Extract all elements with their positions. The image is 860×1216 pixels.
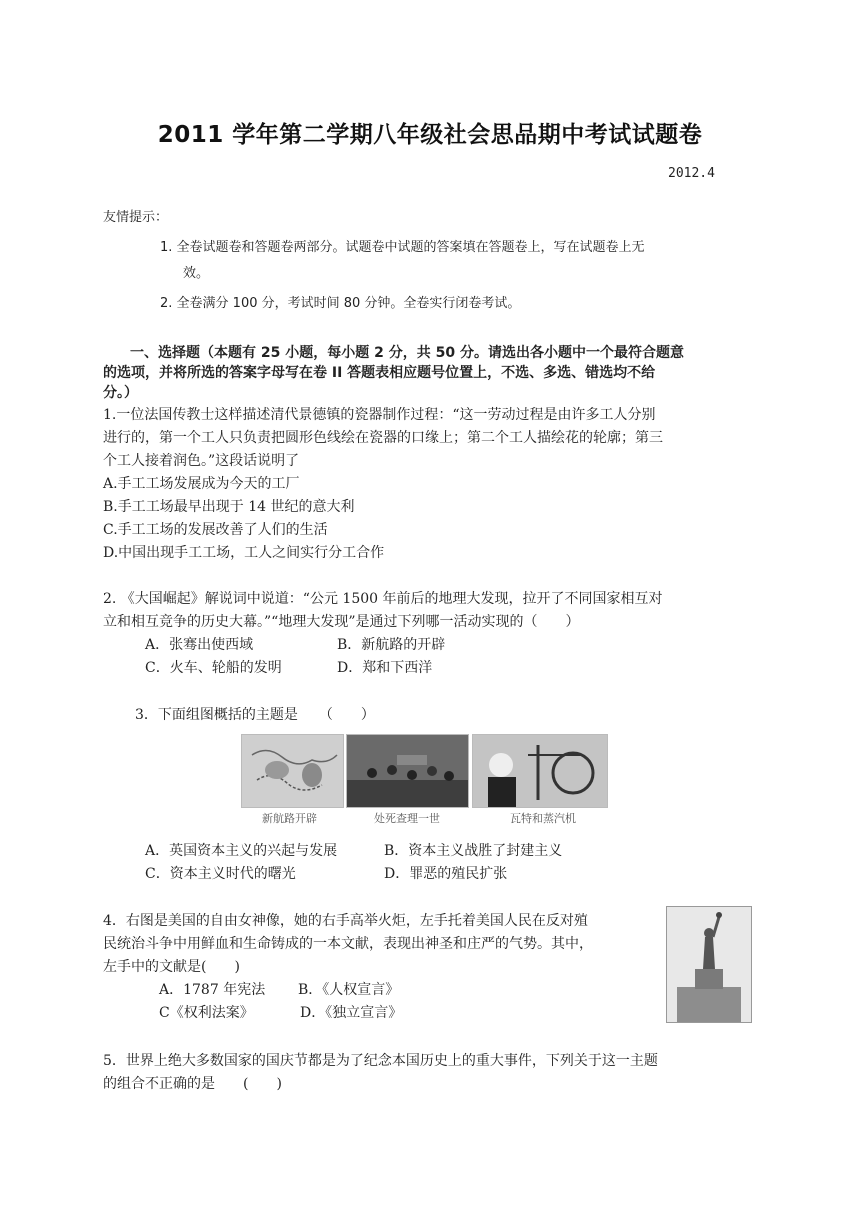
section-1-line-3: 分。） xyxy=(103,385,138,401)
execution-charles-image xyxy=(346,734,469,808)
q4-option-c: C《权利法案》 xyxy=(159,1005,254,1021)
q2-option-c: C．火车、轮船的发明 xyxy=(145,660,282,676)
q2-option-a: A．张骞出使西域 xyxy=(145,637,254,653)
caption-new-route: 新航路开辟 xyxy=(262,812,317,825)
section-1-line-1: 一、选择题（本题有 25 小题，每小题 2 分，共 50 分。请选出各小题中一个最符合题意 xyxy=(130,345,684,361)
q2-stem-line-1: 2. 《大国崛起》解说词中说道：“公元 1500 年前后的地理大发现，拉开了不同国家相互对 xyxy=(103,591,663,607)
q1-option-b: B.手工工场最早出现于 14 世纪的意大利 xyxy=(103,499,355,515)
q3-option-c: C．资本主义时代的曙光 xyxy=(145,866,296,882)
section-1-line-2: 的选项，并将所选的答案字母写在卷 II 答题表相应题号位置上，不选、多选、错选均不给 xyxy=(103,365,656,381)
tip-1-line-1: 1. 全卷试题卷和答题卷两部分。试题卷中试题的答案填在答题卷上，写在试题卷上无 xyxy=(160,240,645,255)
caption-watt: 瓦特和蒸汽机 xyxy=(510,812,576,825)
caption-charles: 处死查理一世 xyxy=(374,812,440,825)
q3-option-b: B．资本主义战胜了封建主义 xyxy=(384,843,563,859)
q3-stem: 3．下面组图概括的主题是 （ ） xyxy=(135,707,375,723)
exam-title: 2011 学年第二学期八年级社会思品期中考试试题卷 xyxy=(157,122,703,148)
watt-steam-engine-image xyxy=(472,734,608,808)
q4-stem-line-3: 左手中的文献是( ) xyxy=(103,959,240,975)
exam-date: 2012.4 xyxy=(668,166,715,181)
q1-stem-line-3: 个工人接着润色。”这段话说明了 xyxy=(103,453,300,469)
q2-option-b: B．新航路的开辟 xyxy=(337,637,446,653)
q1-option-a: A.手工工场发展成为今天的工厂 xyxy=(103,476,300,492)
q1-option-c: C.手工工场的发展改善了人们的生活 xyxy=(103,522,328,538)
q4-option-b: B．《人权宣言》 xyxy=(298,982,400,998)
q4-option-d: D．《独立宣言》 xyxy=(300,1005,403,1021)
tip-1-line-2: 效。 xyxy=(183,266,210,281)
tip-2: 2. 全卷满分 100 分，考试时间 80 分钟。全卷实行闭卷考试。 xyxy=(160,296,521,311)
q5-stem-line-2: 的组合不正确的是 ( ) xyxy=(103,1076,282,1092)
q2-stem-line-2: 立和相互竞争的历史大幕。”“地理大发现”是通过下列哪一活动实现的（ ） xyxy=(103,614,580,630)
q1-stem-line-2: 进行的，第一个工人只负责把圆形色线绘在瓷器的口缘上；第二个工人描绘花的轮廓；第三 xyxy=(103,430,663,446)
q1-stem-line-1: 1.一位法国传教士这样描述清代景德镇的瓷器制作过程：“这一劳动过程是由许多工人分别 xyxy=(103,407,656,423)
statue-of-liberty-image xyxy=(666,906,752,1023)
q3-option-d: D．罪恶的殖民扩张 xyxy=(384,866,508,882)
q4-stem-line-2: 民统治斗争中用鲜血和生命铸成的一本文献，表现出神圣和庄严的气势。其中， xyxy=(103,936,593,952)
q2-option-d: D．郑和下西洋 xyxy=(337,660,433,676)
tips-heading: 友情提示： xyxy=(103,210,169,225)
q1-option-d: D.中国出现手工工场，工人之间实行分工合作 xyxy=(103,545,385,561)
q4-option-a: A．1787 年宪法 xyxy=(159,982,266,998)
q4-stem-line-1: 4．右图是美国的自由女神像，她的右手高举火炬，左手托着美国人民在反对殖 xyxy=(103,913,588,929)
q3-option-a: A．英国资本主义的兴起与发展 xyxy=(145,843,338,859)
q5-stem-line-1: 5．世界上绝大多数国家的国庆节都是为了纪念本国历史上的重大事件，下列关于这一主题 xyxy=(103,1053,658,1069)
new-route-map-image xyxy=(241,734,344,808)
